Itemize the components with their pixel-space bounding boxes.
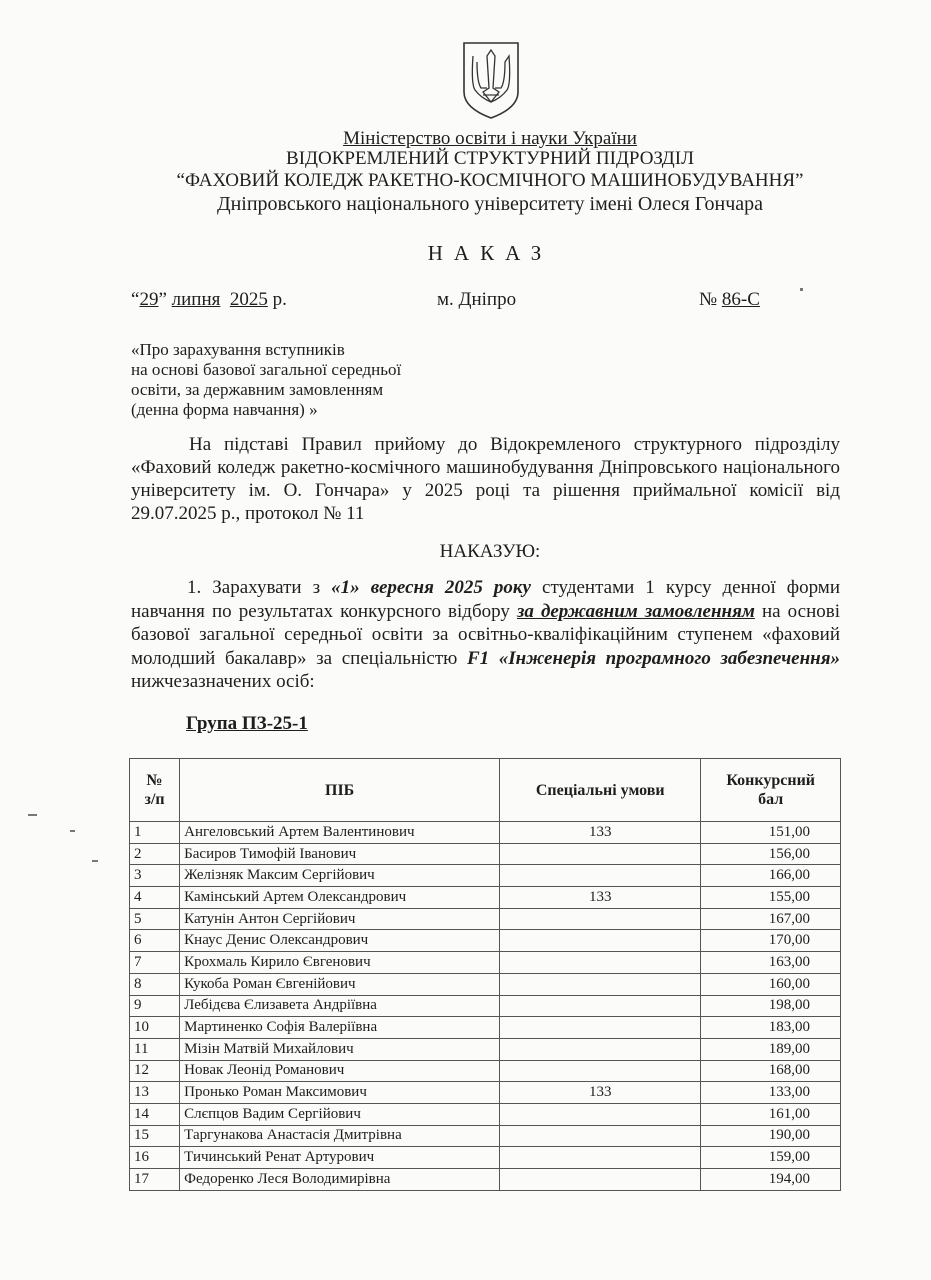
table-row [130,1038,841,1060]
ministry-name: Міністерство освіти і науки України [343,128,637,149]
special-conditions [500,865,701,887]
table-row [130,1169,841,1191]
student-name: Новак Леонід Романович [180,1060,500,1082]
competition-score: 198,00 [701,995,841,1017]
student-name: Тичинський Ренат Артурович [180,1147,500,1169]
table-row [130,1017,841,1039]
order-date [131,289,287,311]
table-row [130,908,841,930]
student-name: Федоренко Леся Володимирівна [180,1169,500,1191]
table-row [130,1125,841,1147]
competition-score: 160,00 [701,973,841,995]
student-name: Мізін Матвій Михайлович [180,1038,500,1060]
number-prefix: № [699,289,718,310]
number-value: 86-С [721,289,760,310]
row-number: 14 [130,1103,180,1125]
special-conditions [500,1125,701,1147]
competition-score: 159,00 [701,1147,841,1169]
table-row [130,1060,841,1082]
scan-speck [70,830,75,832]
table-row [130,930,841,952]
table-row [130,1147,841,1169]
table-row [130,952,841,974]
special-conditions [500,843,701,865]
row-number: 5 [130,908,180,930]
enrollment-date: «1» вересня 2025 року [331,577,531,598]
special-conditions [500,1169,701,1191]
special-conditions [500,973,701,995]
table-row [130,843,841,865]
specialty-name: F1 «Інженерія програмного забезпечення» [466,647,841,669]
tryzub-emblem-icon [461,40,521,120]
table-row [130,1103,841,1125]
special-conditions: 133 [500,887,701,909]
student-name: Кнаус Денис Олександрович [180,930,500,952]
subject-line: освіти, за державним замовленням [131,380,384,399]
student-name: Желізняк Максим Сергійович [180,865,500,887]
order-basis [131,433,840,525]
special-conditions: 133 [500,822,701,844]
university-name: Дніпровського національного університету імені Олеся Гончара [216,193,764,215]
subdivision-name: ВІДОКРЕМЛЕНИЙ СТРУКТУРНИЙ ПІДРОЗДІЛ [286,148,694,169]
table-row [130,973,841,995]
item-text: 1. Зарахувати з [187,577,332,598]
special-conditions: 133 [500,1082,701,1104]
subject-line: на основі базової загальної середньої [131,360,402,379]
special-conditions [500,930,701,952]
row-number: 7 [130,952,180,974]
order-item-1 [131,576,840,694]
table-row [130,822,841,844]
student-name: Мартиненко Софія Валеріївна [180,1017,500,1039]
date-day: 29 [139,289,159,310]
special-conditions [500,952,701,974]
special-conditions [500,1103,701,1125]
competition-score: 161,00 [701,1103,841,1125]
competition-score: 166,00 [701,865,841,887]
student-name: Камінський Артем Олександрович [180,887,500,909]
date-year-suffix: р. [272,289,287,310]
table-row [130,1082,841,1104]
competition-score: 163,00 [701,952,841,974]
col-name-header: ПІБ [180,759,500,822]
competition-score: 167,00 [701,908,841,930]
row-number: 8 [130,973,180,995]
scan-speck [28,814,37,816]
item-text: нижчезазначених осіб: [131,671,315,692]
competition-score: 183,00 [701,1017,841,1039]
row-number: 2 [130,843,180,865]
item-text: студентами 1 курсу денної форми навчання по результатах конкурсного відбору [131,577,840,622]
group-name: Група ПЗ-25-1 [186,713,308,734]
scan-speck [800,288,803,291]
state-order-phrase: за державним замовленням [516,600,755,622]
student-name: Ангеловський Артем Валентинович [180,822,500,844]
student-name: Слєпцов Вадим Сергійович [180,1103,500,1125]
date-year: 2025 [229,289,268,310]
special-conditions [500,1017,701,1039]
col-score-header: Конкурсний бал [701,759,841,822]
row-number: 1 [130,822,180,844]
special-conditions [500,1038,701,1060]
row-number: 9 [130,995,180,1017]
competition-score: 155,00 [701,887,841,909]
basis-paragraph: На підставі Правил прийому до Відокремленого структурного підрозділу «Фаховий коледж ракетно-космічного машинобудування Дніпровського національного університету ім. О. Гончара» у 2025 році та рішення приймальної комісії від 29.07.2025 р., протокол № 11 [131,434,840,524]
item-text: на основі базової загальної середньої освіти за освітньо-кваліфікаційним ступенем «фаховий молодший бакалавр» за спеціальністю [131,600,840,669]
date-month: липня [171,289,221,310]
competition-score: 151,00 [701,822,841,844]
row-number: 12 [130,1060,180,1082]
student-name: Пронько Роман Максимович [180,1082,500,1104]
students-table [129,758,841,1191]
row-number: 6 [130,930,180,952]
student-name: Басиров Тимофій Іванович [180,843,500,865]
table-row [130,995,841,1017]
special-conditions [500,908,701,930]
row-number: 4 [130,887,180,909]
row-number: 16 [130,1147,180,1169]
row-number: 15 [130,1125,180,1147]
student-name: Кукоба Роман Євгенійович [180,973,500,995]
row-number: 10 [130,1017,180,1039]
special-conditions [500,1060,701,1082]
subject-line: «Про зарахування вступників [131,340,345,359]
special-conditions [500,995,701,1017]
col-conditions-header: Спеціальні умови [500,759,701,822]
order-city: м. Дніпро [437,289,517,310]
table-header-row [130,759,841,822]
competition-score: 189,00 [701,1038,841,1060]
row-number: 11 [130,1038,180,1060]
competition-score: 156,00 [701,843,841,865]
order-subject [131,340,461,420]
student-name: Катунін Антон Сергійович [180,908,500,930]
order-number [699,289,760,311]
competition-score: 168,00 [701,1060,841,1082]
competition-score: 133,00 [701,1082,841,1104]
date-close-quote: ” [158,289,167,310]
table-row [130,865,841,887]
subject-line: (денна форма навчання) » [131,400,318,419]
document-title: НАКАЗ [427,241,553,265]
competition-score: 190,00 [701,1125,841,1147]
row-number: 13 [130,1082,180,1104]
special-conditions [500,1147,701,1169]
student-name: Лебідєва Єлизавета Андріївна [180,995,500,1017]
order-word: НАКАЗУЮ: [439,541,541,562]
competition-score: 194,00 [701,1169,841,1191]
student-name: Таргунакова Анастасія Дмитрівна [180,1125,500,1147]
competition-score: 170,00 [701,930,841,952]
student-name: Крохмаль Кирило Євгенович [180,952,500,974]
college-name: “ФАХОВИЙ КОЛЕДЖ РАКЕТНО-КОСМІЧНОГО МАШИНОБУДУВАННЯ” [176,170,804,191]
row-number: 17 [130,1169,180,1191]
date-open-quote: “ [131,289,140,310]
scan-speck [92,860,98,862]
col-num-header: № з/п [130,759,180,822]
table-row [130,887,841,909]
row-number: 3 [130,865,180,887]
